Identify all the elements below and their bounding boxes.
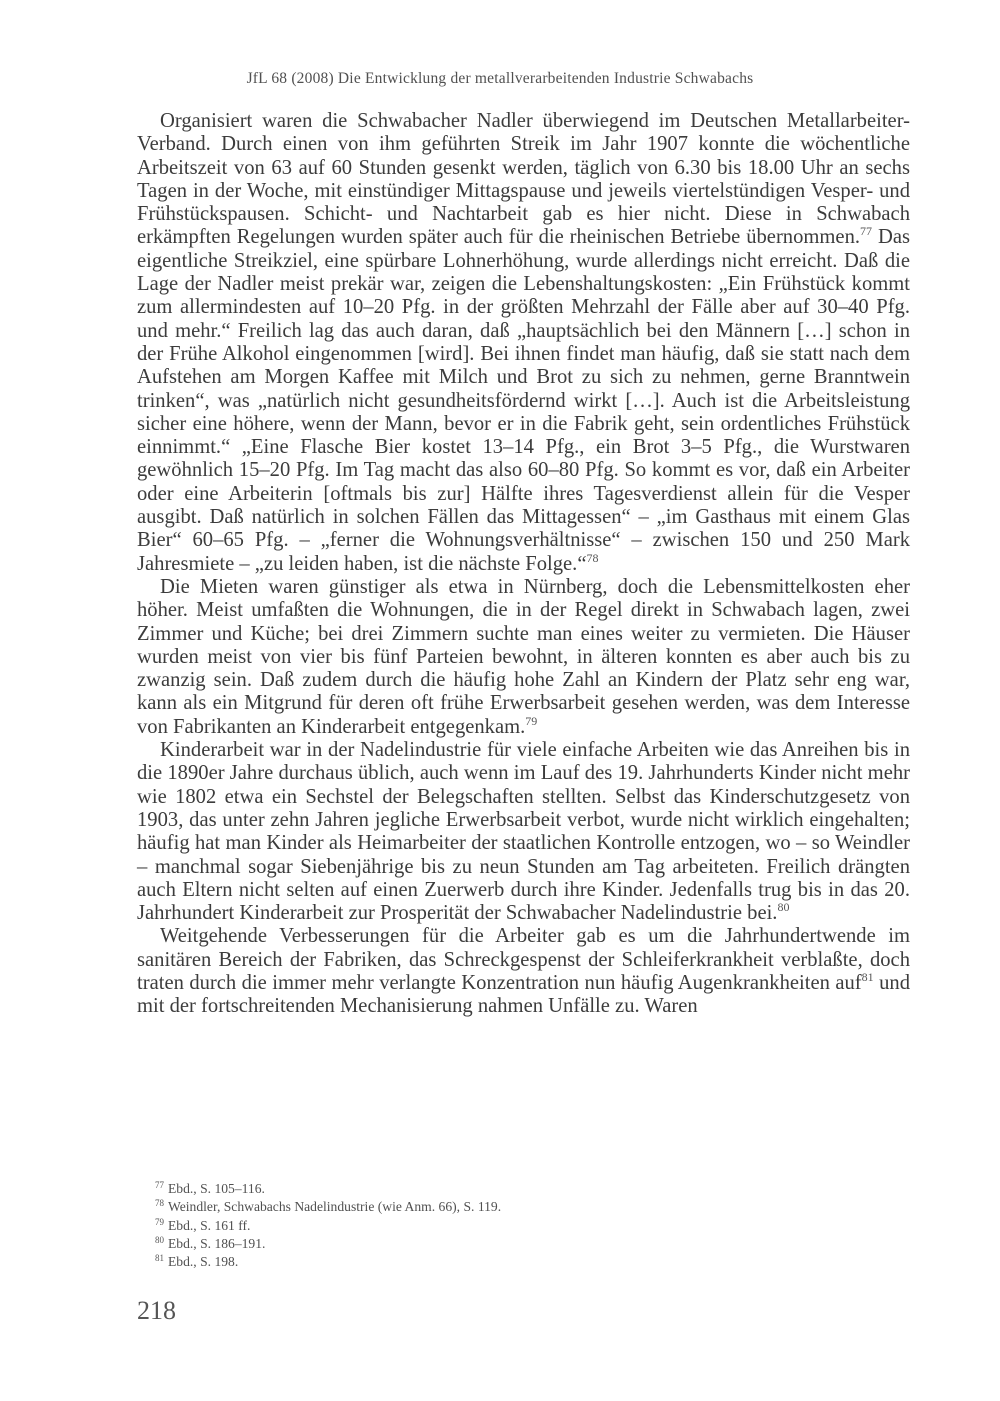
paragraph-text: Kinderarbeit war in der Nadelindustrie für viele einfache Arbeiten wie das Anreihen bis in die 1890er Jahre durchaus üblich, auch wenn im Lauf des 19. Jahrhunderts Kinder nicht mehr wie 1802 etwa ein Sechstel der Belegschaften stellten. Selbst das Kinderschutzgesetz von 1903, das unter zehn Jahren jegliche Erwerbsarbeit verbot, wurde nicht wirklich eingehalten; häufig hat man Kinder als Heimarbeiter der staatlichen Kontrolle entzogen, wo – so Weindler – manchmal sogar Siebenjährige bis zu neun Stunden am Tag arbeiteten. Freilich drängten auch Eltern nicht selten auf einen Zuerwerb durch ihre Kinder. Jedenfalls trug bis in das 20. Jahrhundert Kinderarbeit zur Prosperität der Schwabacher Nadelindustrie bei. bbox=[137, 739, 910, 925]
footnote-text: Ebd., S. 105–116. bbox=[168, 1181, 265, 1196]
footnote-ref[interactable]: 77 bbox=[860, 224, 873, 239]
paragraph bbox=[137, 110, 910, 576]
footnote-ref[interactable]: 81 bbox=[861, 969, 874, 984]
paragraph-text: Das eigentliche Streikziel, eine spürbare Lohnerhöhung, wurde allerdings nicht erreicht. Daß die Lage der Nadler meist prekär war, zeigen die Lebenshaltungskosten: „Ein Frühstück kommt zum allermindesten auf 10–20 Pfg. in der größten Mehrzahl der Fälle aber auf 30–40 Pfg. und mehr.“ Freilich lag das auch daran, daß „hauptsächlich bei den Männern […] schon in der Frühe Alkohol eingenommen [wird]. Bei ihnen findet man häufig, daß sie statt nach dem Aufstehen am Morgen Kaffee mit Milch und Brot zu sich zu nehmen, gerne Branntwein trinken“, was „natürlich nicht gesundheitsfördernd wirkt […]. Auch ist die Arbeitsleistung sicher eine höhere, wenn der Mann, bevor er in die Fabrik geht, sein ordentliches Frühstück einnimmt.“ „Eine Flasche Bier kostet 13–14 Pfg., ein Brot 3–5 Pfg., die Wurstwaren gewöhnlich 15–20 Pfg. Im Tag macht das also 60–80 Pfg. So kommt es vor, daß ein Arbeiter oder eine Arbeiterin [oftmals bis zur] Hälfte ihres Tagesverdienst allein für die Vesper ausgibt. Daß natürlich in solchen Fällen das Mittagessen“ – „im Gasthaus mit einem Glas Bier“ 60–65 Pfg. – „ferner die Wohnungsverhältnisse“ – zwischen 150 und 250 Mark Jahresmiete – „zu leiden haben, ist die nächste Folge.“ bbox=[137, 226, 910, 575]
footnote-text: Ebd., S. 198. bbox=[168, 1254, 239, 1270]
paragraph bbox=[137, 739, 910, 925]
footnote bbox=[155, 1217, 855, 1235]
footnote-number: 79 bbox=[155, 1216, 164, 1227]
paragraph-text: Die Mieten waren günstiger als etwa in Nürnberg, doch die Lebensmittelkosten eher höher. Meist umfaßten die Wohnungen, die in der Regel direkt in Schwabach lagen, zwei Zimmer und Küche; bei drei Zimmern suchte man eines weiter zu vermieten. Die Häuser wurden meist von vier bis fünf Parteien bewohnt, in älteren konnten es aber auch bis zu zwanzig sein. Daß zudem durch die häufig hohe Zahl an Kindern der Platz sehr eng war, kann als ein Mitgrund für deren oft frühe Erwerbsarbeit gesehen werden, was dem Interesse von Fabrikanten an Kinderarbeit entgegenkam. bbox=[137, 575, 910, 738]
footnote-number: 78 bbox=[155, 1198, 164, 1209]
paragraph-text: Weitgehende Verbesserungen für die Arbeiter gab es um die Jahrhundertwende im sanitären Bereich der Fabriken, das Schreckgespenst der Schleiferkrankheit verblaßte, doch traten durch die immer mehr verlangte Konzentration nun häufig Augenkrankheiten auf bbox=[137, 925, 910, 994]
footnote-number: 81 bbox=[155, 1253, 164, 1264]
paragraph bbox=[137, 925, 910, 1018]
paragraph-text: und mit der fortschreitenden Mechanisierung nahmen Unfälle zu. Waren bbox=[137, 971, 910, 1018]
footnote-ref[interactable]: 78 bbox=[586, 550, 599, 565]
main-text bbox=[137, 110, 910, 1019]
footnote-number: 77 bbox=[155, 1180, 164, 1190]
footnote-text: Weindler, Schwabachs Nadelindustrie (wie Anm. 66), S. 119. bbox=[168, 1199, 502, 1215]
footnote bbox=[155, 1180, 855, 1198]
footnote bbox=[155, 1253, 855, 1271]
footnote-text: Ebd., S. 161 ff. bbox=[168, 1217, 251, 1233]
footnote-text: Ebd., S. 186–191. bbox=[168, 1235, 266, 1251]
footnotes bbox=[155, 1180, 855, 1271]
page-number: 218 bbox=[137, 1296, 176, 1325]
paragraph bbox=[137, 576, 910, 739]
footnote bbox=[155, 1198, 855, 1216]
footnote bbox=[155, 1235, 855, 1253]
footnote-ref[interactable]: 80 bbox=[777, 900, 790, 915]
footnote-ref[interactable]: 79 bbox=[525, 713, 538, 728]
footnote-number: 80 bbox=[155, 1234, 164, 1245]
running-head: JfL 68 (2008) Die Entwicklung der metallverarbeitenden Industrie Schwabachs bbox=[246, 70, 754, 87]
paragraph-text: Organisiert waren die Schwabacher Nadler überwiegend im Deutschen Metallarbeiter-Verband. Durch einen von ihm geführten Streik im Jahr 1907 konnte die wöchentliche Arbeitszeit von 63 auf 60 Stunden gesenkt werden, täglich von 6.30 bis 18.00 Uhr an sechs Tagen in der Woche, mit einstündiger Mittagspause und jeweils viertelstündigen Vesper- und Frühstückspausen. Schicht- und Nachtarbeit gab es hier nicht. Diese in Schwabach erkämpften Regelungen wurden später auch für die rheinischen Betriebe übernommen. bbox=[137, 110, 910, 249]
